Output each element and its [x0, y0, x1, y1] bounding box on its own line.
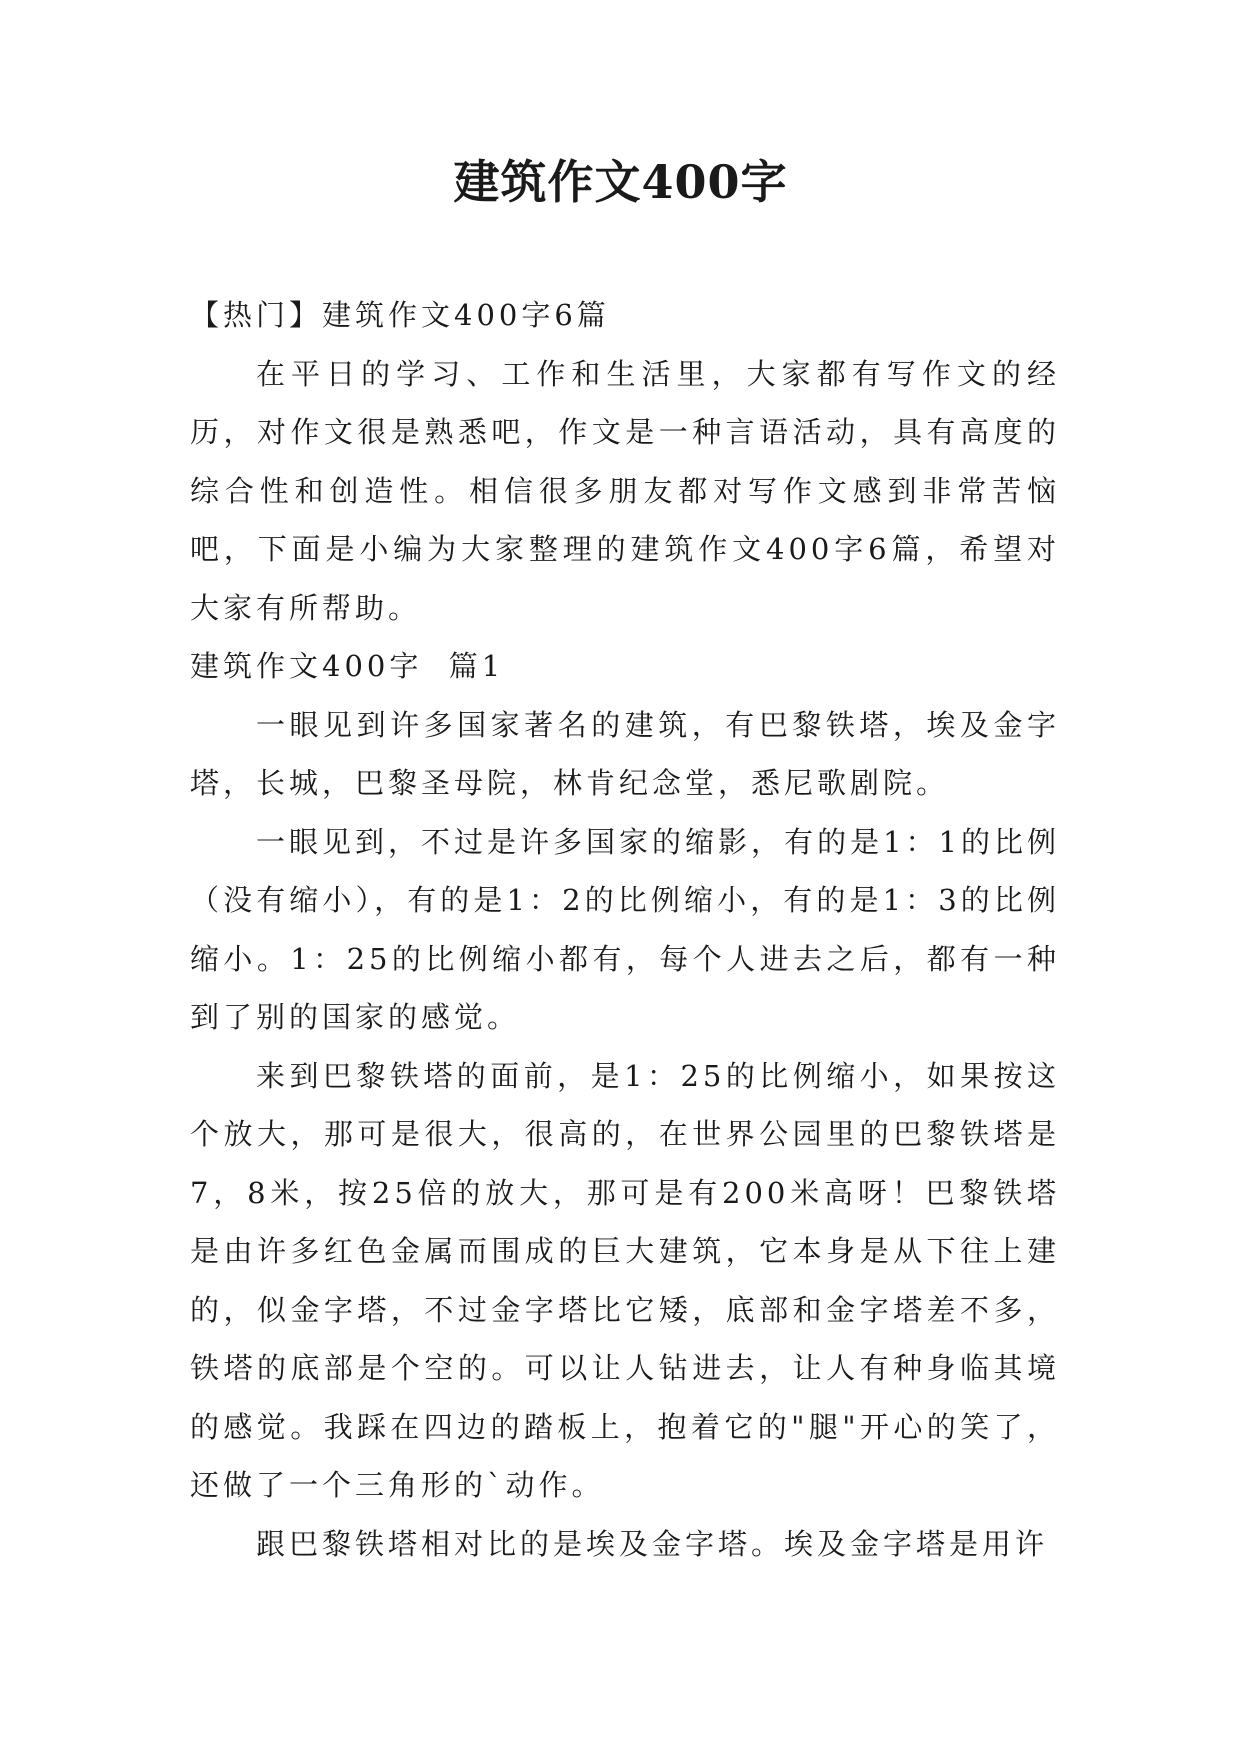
- body-paragraph: 跟巴黎铁塔相对比的是埃及金字塔。埃及金字塔是用许: [256, 1526, 1049, 1561]
- body-paragraph: 来到巴黎铁塔的面前，是1：25的比例缩小，如果按这个放大，那可是很大，很高的，在世界公园里的巴黎铁塔是7，8米，按25倍的放大，那可是有200米高呀！巴黎铁塔是由许多红色金属而围成的巨大建筑，它本身是从下往上建的，似金字塔，不过金字塔比它矮，底部和金字塔差不多，铁塔的底部是个空的。可以让人钻进去，让人有种身临其境的感觉。我踩在四边的踏板上，抱着它的"腿"开心的笑了，还做了一个三角形的`动作。: [190, 1058, 1060, 1502]
- section-heading: 建筑作文400字 篇1: [190, 649, 505, 683]
- document-title: 建筑作文400字: [453, 155, 788, 209]
- intro-paragraph: 在平日的学习、工作和生活里，大家都有写作文的经历，对作文很是熟悉吧，作文是一种言语活动，具有高度的综合性和创造性。相信很多朋友都对写作文感到非常苦恼吧，下面是小编为大家整理的建筑作文400字6篇，希望对大家有所帮助。: [190, 356, 1060, 625]
- document-body: [190, 286, 1060, 1573]
- subtitle: 【热门】建筑作文400字6篇: [190, 298, 610, 332]
- body-paragraph: 一眼见到许多国家著名的建筑，有巴黎铁塔，埃及金字塔，长城，巴黎圣母院，林肯纪念堂，悉尼歌剧院。: [190, 707, 1060, 800]
- body-paragraph: 一眼见到，不过是许多国家的缩影，有的是1：1的比例（没有缩小），有的是1：2的比例缩小，有的是1：3的比例缩小。1：25的比例缩小都有，每个人进去之后，都有一种到了别的国家的感觉。: [190, 824, 1060, 1034]
